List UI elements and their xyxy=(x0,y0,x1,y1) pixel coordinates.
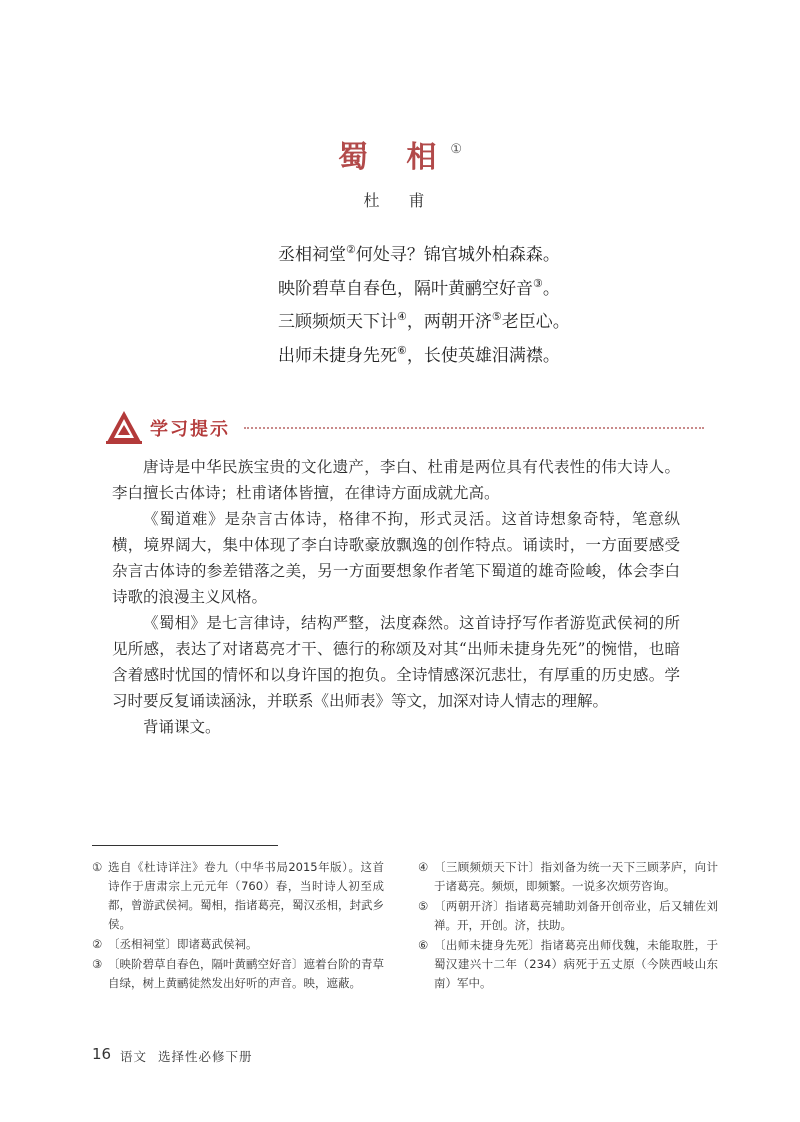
footnote-number: ⑥ xyxy=(418,938,429,952)
footnote-number: ① xyxy=(92,860,103,874)
poem-line: 映阶碧草自春色，隔叶黄鹂空好音③。 xyxy=(278,276,560,299)
footnote-text: 〔两朝开济〕指诸葛亮辅助刘备开创帝业，后又辅佐刘禅。开，开创。济，扶助。 xyxy=(434,899,718,932)
footnote-text: 〔丞相祠堂〕即诸葛武侯祠。 xyxy=(108,937,258,951)
footnote-rule xyxy=(92,845,278,846)
dotted-divider xyxy=(244,427,704,429)
footnote-number: ⑤ xyxy=(418,899,429,913)
footnote-marker: ④ xyxy=(397,310,407,323)
tips-paragraph: 《蜀相》是七言律诗，结构严整，法度森然。这首诗抒写作者游览武侯祠的所见所感，表达了对诸葛亮才干、德行的称颂及对其“出师未捷身先死”的惋惜，也暗含着感时忧国的情怀和以身许国的抱负。全诗情感深沉悲壮，有厚重的历史感。学习时要反复诵读涵泳，并联系《出师表》等文，加深对诗人情志的理解。 xyxy=(112,614,680,710)
footnote-text: 〔映阶碧草自春色，隔叶黄鹂空好音〕遮着台阶的青草自绿，树上黄鹂徒然发出好听的声音。映，遮蔽。 xyxy=(108,957,384,990)
footnote-item xyxy=(418,897,718,935)
footnote-item xyxy=(418,936,718,993)
page-number: 16 xyxy=(92,1045,112,1063)
poem-title-text: 蜀 相 xyxy=(337,140,451,175)
learning-tips-title: 学习提示 xyxy=(150,419,230,440)
tips-paragraph: 《蜀道难》是杂言古体诗，格律不拘，形式灵活。这首诗想象奇特，笔意纵横，境界阔大，集中体现了李白诗歌豪放飘逸的创作特点。诵读时，一方面要感受杂言古体诗的参差错落之美，另一方面要想象作者笔下蜀道的雄奇险峻，体会李白诗歌的浪漫主义风格。 xyxy=(112,510,680,606)
footnote-item xyxy=(92,858,384,934)
footnote-item xyxy=(418,858,718,896)
learning-tips-body xyxy=(112,454,680,740)
book-label: 语文 选择性必修下册 xyxy=(120,1049,253,1064)
title-footnote-marker: ① xyxy=(450,142,463,157)
footnotes-left-column xyxy=(92,858,384,994)
poem-author: 杜 甫 xyxy=(363,191,437,210)
poem-body xyxy=(278,236,570,370)
footnote-text: 选自《杜诗详注》卷九（中华书局2015年版）。这首诗作于唐肃宗上元元年（760）春，当时诗人初至成都，曾游武侯祠。蜀相，指诸葛亮，蜀汉丞相，封武乡侯。 xyxy=(108,860,384,931)
footnote-item xyxy=(92,935,384,954)
footnote-text: 〔出师未捷身先死〕指诸葛亮出师伐魏，未能取胜，于蜀汉建兴十二年（234）病死于五丈原（今陕西岐山东南）军中。 xyxy=(434,938,718,990)
footnote-marker: ② xyxy=(346,243,356,256)
tips-paragraph: 唐诗是中华民族宝贵的文化遗产，李白、杜甫是两位具有代表性的伟大诗人。李白擅长古体诗；杜甫诸体皆擅，在律诗方面成就尤高。 xyxy=(112,458,680,502)
poem-title xyxy=(0,132,800,176)
tips-paragraph: 背诵课文。 xyxy=(143,718,221,736)
footnote-marker: ⑤ xyxy=(491,310,502,323)
footnotes-right-column xyxy=(418,858,718,994)
footnote-number: ② xyxy=(92,937,103,951)
footnote-number: ③ xyxy=(92,957,103,971)
footnote-marker: ③ xyxy=(533,276,543,290)
poem-line: 丞相祠堂②何处寻？锦官城外柏森森。 xyxy=(278,243,560,265)
learning-tips-emblem-icon xyxy=(104,408,144,446)
poem-line: 出师未捷身先死⑥，长使英雄泪满襟。 xyxy=(278,343,560,366)
footnote-marker: ⑥ xyxy=(397,343,407,357)
footnote-item xyxy=(92,955,384,993)
learning-tips-header xyxy=(104,408,704,448)
footnote-text: 〔三顾频烦天下计〕指刘备为统一天下三顾茅庐，向计于诸葛亮。频烦，即频繁。一说多次烦劳咨询。 xyxy=(434,860,718,893)
poem-line: 三顾频烦天下计④，两朝开济⑤老臣心。 xyxy=(278,310,570,332)
footnote-number: ④ xyxy=(418,860,429,874)
